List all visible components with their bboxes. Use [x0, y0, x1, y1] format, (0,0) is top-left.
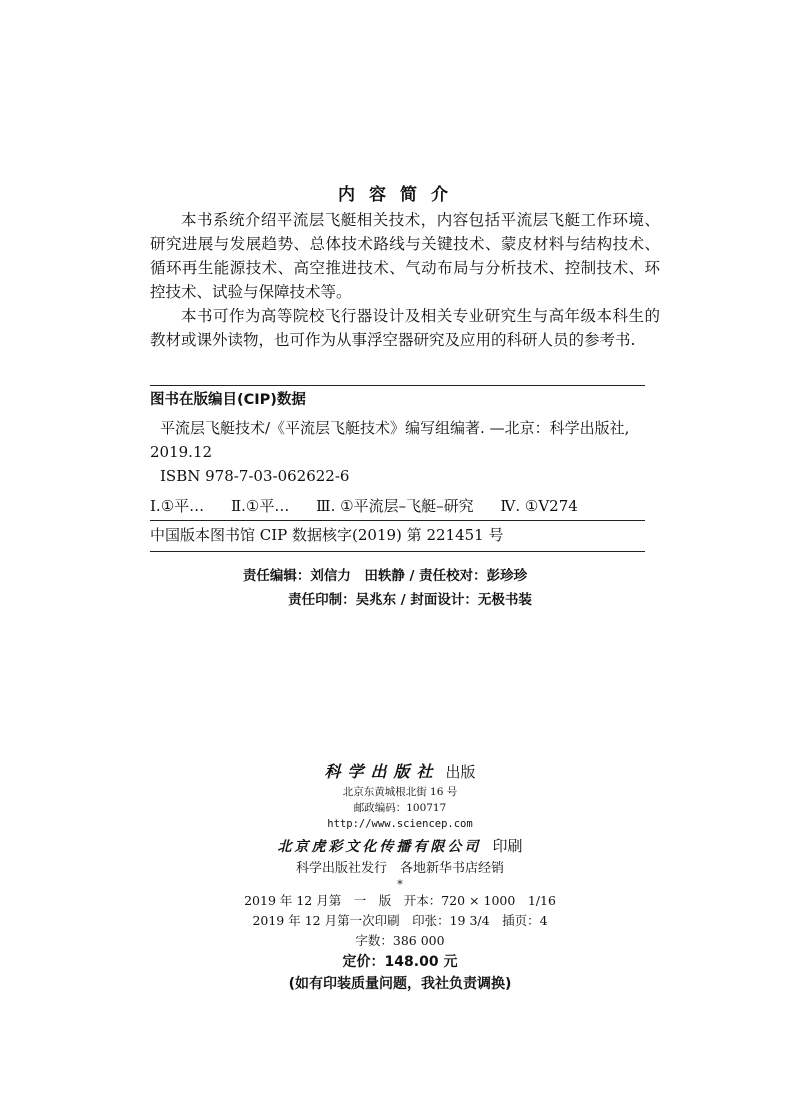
publisher-name: 科学出版社: [324, 762, 440, 781]
credits: [0, 564, 800, 612]
cip-mid-rule: [150, 520, 645, 521]
cip-catalog-number: 中国版本图书馆 CIP 数据核字(2019) 第 221451 号: [150, 526, 504, 544]
printer-name: 北京虎彩文化传播有限公司: [277, 839, 482, 855]
quality-note: (如有印装质量问题，我社负责调换): [288, 976, 512, 992]
edition-line: 2019 年 12 月第 一 版 开本：720 × 1000 1/16: [244, 893, 556, 908]
cip-catalog: [150, 523, 670, 547]
cip-title-line: 平流层飞艇技术/《平流层飞艇技术》编写组编著. —北京：科学出版社,: [160, 419, 630, 437]
publisher-block: [0, 760, 800, 995]
cip-class-item: Ⅳ. ①V274: [500, 497, 578, 515]
publisher-postcode: 邮政编码：100717: [353, 802, 447, 814]
printer-role: 印刷: [492, 837, 523, 855]
word-count: 字数：386 000: [355, 933, 445, 948]
publisher-website: http://www.sciencep.com: [327, 818, 473, 830]
printer-line: [0, 834, 800, 859]
credits-editors: 责任编辑：刘信力 田轶静 / 责任校对：彭珍珍: [242, 568, 528, 584]
summary-paragraph: 本书可作为高等院校飞行器设计及相关专业研究生与高年级本科生的教材或课外读物，也可作为从事浮空器研究及应用的科研人员的参考书.: [150, 307, 660, 349]
publisher-role: 出版: [445, 763, 476, 781]
cip-classification: [150, 494, 670, 518]
distribution-line: 科学出版社发行 各地新华书店经销: [295, 861, 504, 876]
printing-line: 2019 年 12 月第一次印刷 印张：19 3/4 插页：4: [252, 913, 548, 928]
credits-production: 责任印制：吴兆东 / 封面设计：无极书装: [288, 592, 532, 608]
cip-class-item: Ⅲ. ①平流层–飞艇–研究: [316, 497, 474, 515]
price: 定价：148.00 元: [342, 954, 458, 970]
publisher-address: 北京东黄城根北街 16 号: [342, 786, 458, 798]
cip-class-item: Ⅰ.①平…: [150, 497, 205, 515]
cip-isbn: ISBN 978-7-03-062622-6: [160, 467, 350, 485]
publisher-line: [0, 760, 800, 784]
cip-heading: 图书在版编目(CIP)数据: [150, 392, 306, 408]
cip-date-line: 2019.12: [150, 443, 213, 461]
cip-bottom-rule: [150, 551, 645, 552]
cip-class-item: Ⅱ.①平…: [230, 497, 290, 515]
separator-star: *: [397, 878, 403, 891]
cip-top-rule: [150, 385, 645, 386]
summary-body: [150, 208, 660, 352]
summary-paragraph: 本书系统介绍平流层飞艇相关技术，内容包括平流层飞艇工作环境、研究进展与发展趋势、总体技术路线与关键技术、蒙皮材料与结构技术、循环再生能源技术、高空推进技术、气动布局与分析技术、控制技术、环控技术、试验与保障技术等。: [150, 211, 660, 301]
cip-block: [150, 388, 670, 518]
summary-title: 内容简介: [338, 185, 462, 205]
